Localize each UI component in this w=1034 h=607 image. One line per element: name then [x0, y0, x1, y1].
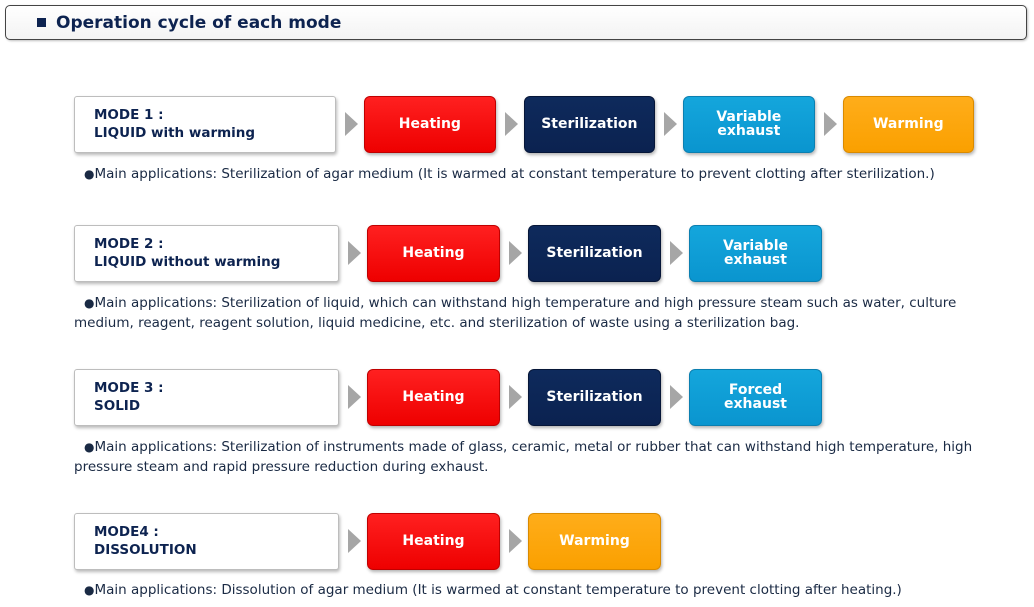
mode-4-number: MODE4 :: [94, 523, 159, 540]
arrow-right-icon: [348, 241, 361, 265]
arrow-right-icon: [509, 385, 522, 409]
mode-4-applications: [74, 580, 984, 600]
mode-3-flow: [74, 367, 974, 427]
step-heating: Heating: [367, 369, 500, 426]
mode-2-applications: [74, 293, 974, 333]
step-warming: Warming: [843, 96, 974, 153]
arrow-right-icon: [348, 385, 361, 409]
arrow-right-icon: [664, 112, 677, 136]
step-sterilization: Sterilization: [528, 369, 661, 426]
mode-4-application-text: Main applications: Dissolution of agar medium (It is warmed at constant temperature to prevent clotting after heating.): [94, 582, 902, 598]
arrow-right-icon: [509, 241, 522, 265]
arrow-right-icon: [670, 241, 683, 265]
step-sterilization: Sterilization: [528, 225, 661, 282]
step-heating: Heating: [367, 513, 500, 570]
step-variable-exhaust: Variable exhaust: [689, 225, 822, 282]
mode-1-applications: [74, 164, 984, 184]
step-warming: Warming: [528, 513, 661, 570]
square-bullet-icon: [37, 18, 46, 27]
mode-3-application-text: Main applications: Sterilization of instruments made of glass, ceramic, metal or rubber that can withstand high temperature, high pressure steam and rapid pressure reduction during exhaust.: [74, 439, 973, 475]
section-header: [5, 5, 1027, 40]
mode-3-label-box: [74, 369, 339, 426]
step-forced-exhaust: Forced exhaust: [689, 369, 822, 426]
mode-2-name: LIQUID without warming: [94, 253, 281, 270]
mode-2-block: [74, 223, 974, 333]
arrow-right-icon: [345, 112, 358, 136]
arrow-right-icon: [505, 112, 518, 136]
step-variable-exhaust: Variable exhaust: [683, 96, 814, 153]
arrow-right-icon: [670, 385, 683, 409]
mode-1-number: MODE 1 :: [94, 106, 164, 123]
bullet-icon: ●: [84, 296, 95, 310]
step-sterilization: Sterilization: [524, 96, 655, 153]
mode-3-number: MODE 3 :: [94, 379, 164, 396]
mode-4-block: [74, 511, 974, 600]
mode-1-label-box: [74, 96, 336, 153]
bullet-icon: ●: [84, 440, 95, 454]
mode-4-label-box: [74, 513, 339, 570]
mode-2-label-box: [74, 225, 339, 282]
bullet-icon: ●: [84, 167, 95, 181]
step-heating: Heating: [367, 225, 500, 282]
mode-2-application-text: Main applications: Sterilization of liquid, which can withstand high temperature and high pressure steam such as water, culture medium, reagent, reagent solution, liquid medicine, etc. and sterilization of waste using a sterilization bag.: [74, 295, 957, 331]
mode-3-applications: [74, 437, 974, 477]
page-title: Operation cycle of each mode: [56, 12, 342, 33]
mode-4-name: DISSOLUTION: [94, 541, 197, 558]
arrow-right-icon: [824, 112, 837, 136]
arrow-right-icon: [348, 529, 361, 553]
mode-4-flow: [74, 511, 974, 571]
mode-3-name: SOLID: [94, 397, 141, 414]
mode-1-application-text: Main applications: Sterilization of agar medium (It is warmed at constant temperature to prevent clotting after sterilization.): [94, 166, 935, 182]
mode-1-block: [74, 94, 974, 184]
mode-2-flow: [74, 223, 974, 283]
bullet-icon: ●: [84, 583, 95, 597]
step-heating: Heating: [364, 96, 495, 153]
mode-1-flow: [74, 94, 974, 154]
arrow-right-icon: [509, 529, 522, 553]
mode-2-number: MODE 2 :: [94, 235, 164, 252]
mode-1-name: LIQUID with warming: [94, 124, 256, 141]
mode-3-block: [74, 367, 974, 477]
